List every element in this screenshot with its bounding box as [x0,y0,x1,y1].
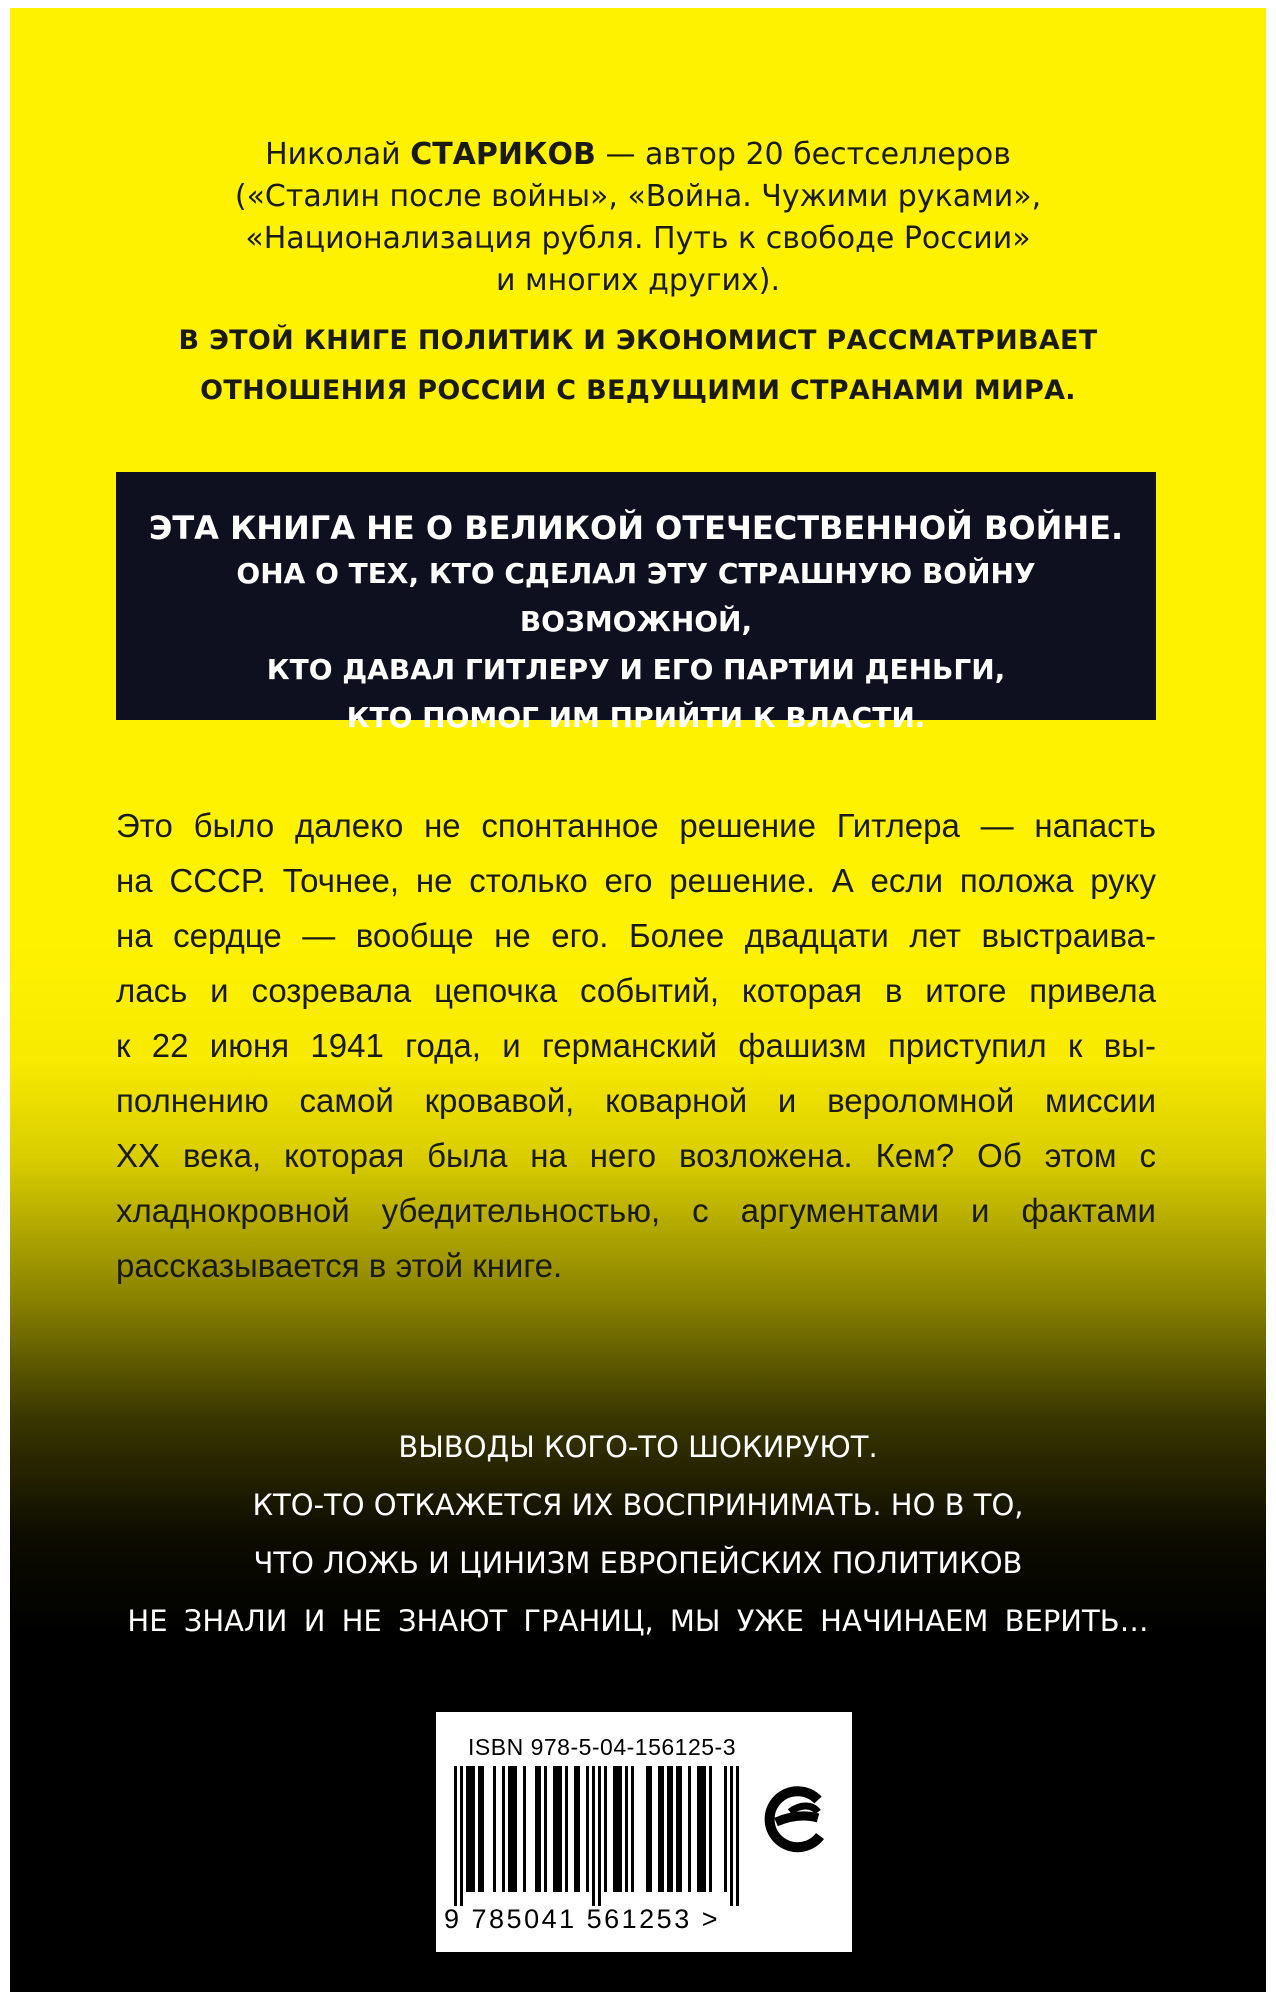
barcode-bar [586,1766,589,1892]
barcode-bar [724,1766,727,1892]
barcode-bar [577,1766,580,1892]
book-summary-line-2: ОТНОШЕНИЯ РОССИИ С ВЕДУЩИМИ СТРАНАМИ МИРА. [200,375,1076,406]
barcode-bar [670,1766,673,1892]
barcode-bar [544,1766,547,1892]
author-first-name: Николай [265,137,401,172]
barcode-bar [649,1766,652,1892]
barcode-bar [709,1766,712,1892]
barcode-bar [574,1766,577,1892]
barcode-bar [646,1766,649,1892]
description-line: на сердце — вообще не его. Более двадцати лет выстраива- [116,917,1156,954]
barcode-bar [631,1766,634,1892]
highlight-line-2: КТО ДАВАЛ ГИТЛЕРУ И ЕГО ПАРТИИ ДЕНЬГИ, [266,653,1006,686]
barcode-bar [481,1766,484,1892]
description-paragraph [116,798,1156,1293]
author-intro-line-3: «Национализация рубля. Путь к свободе России» [245,221,1031,256]
description-line: XX века, которая была на него возложена. Кем? Об этом с [116,1137,1156,1174]
book-summary [10,316,1266,416]
barcode-bar [658,1766,661,1892]
barcode-bar [625,1766,628,1892]
barcode-bar [679,1766,682,1892]
author-intro-line-4: и многих других). [496,263,780,298]
barcode-bar [730,1766,733,1906]
barcode-bar [703,1766,706,1892]
barcode-bar [592,1766,595,1906]
barcode-bar [466,1766,469,1892]
barcode-bar [676,1766,679,1892]
description-line: хладнокровной убедительностью, с аргументами и фактами [116,1192,1156,1229]
barcode-bar [535,1766,538,1892]
highlight-box [116,472,1156,734]
barcode-bars [454,1766,744,1906]
eksmo-logo-icon [756,1778,836,1862]
barcode-bar [700,1766,703,1892]
barcode-bar [619,1766,622,1892]
highlight-heading: ЭТА КНИГА НЕ О ВЕЛИКОЙ ОТЕЧЕСТВЕННОЙ ВОЙНЕ. [148,509,1124,547]
barcode-bar [565,1766,568,1892]
author-intro-line-2: («Сталин после войны», «Война. Чужими руками», [234,179,1042,214]
book-summary-line-1: В ЭТОЙ КНИГЕ ПОЛИТИК И ЭКОНОМИСТ РАССМАТРИВАЕТ [178,325,1098,356]
barcode-bar [559,1766,562,1892]
barcode-bar [493,1766,496,1892]
barcode-bar [736,1766,739,1906]
conclusion-line-3: ЧТО ЛОЖЬ И ЦИНИЗМ ЕВРОПЕЙСКИХ ПОЛИТИКОВ [253,1546,1023,1580]
description-line: к 22 июня 1941 года, и германский фашизм приступил к вы- [116,1027,1156,1064]
book-back-cover [10,8,1266,1992]
barcode-bar [508,1766,511,1892]
barcode-bar [661,1766,664,1892]
barcode-bar [688,1766,691,1892]
barcode-bar [514,1766,517,1892]
barcode-bar [538,1766,541,1892]
barcode-bar [472,1766,475,1892]
barcode-bar [511,1766,514,1892]
barcode-bar [478,1766,481,1892]
barcode-bar [667,1766,670,1892]
barcode-bar [469,1766,472,1892]
barcode-bar [553,1766,556,1892]
conclusion-line-1: ВЫВОДЫ КОГО-ТО ШОКИРУЮТ. [398,1430,878,1464]
description-line: полнению самой кровавой, коварной и вероломной миссии [116,1082,1156,1119]
highlight-line-3: КТО ПОМОГ ИМ ПРИЙТИ К ВЛАСТИ. [346,701,926,734]
description-line: рассказывается в этой книге. [116,1247,563,1284]
barcode-panel [436,1712,852,1952]
author-intro-line-1 [10,134,1266,176]
author-intro [10,134,1266,302]
description-line: лась и созревала цепочка событий, которая в итоге привела [116,972,1156,1009]
conclusion-line-2: КТО-ТО ОТКАЖЕТСЯ ИХ ВОСПРИНИМАТЬ. НО В ТО, [252,1488,1024,1522]
barcode-bar [502,1766,505,1892]
conclusion-text [10,1418,1266,1650]
ean-digits: 9 785041 561253 > [444,1904,720,1934]
barcode-bar [523,1766,526,1892]
author-last-name: СТАРИКОВ [410,137,596,172]
barcode-bar [616,1766,619,1892]
barcode-bar [556,1766,559,1892]
barcode-bar [613,1766,616,1892]
highlight-line-1: ОНА О ТЕХ, КТО СДЕЛАЛ ЭТУ СТРАШНУЮ ВОЙНУ ВОЗМОЖНОЙ, [236,557,1036,638]
barcode-bar [697,1766,700,1892]
barcode-bar [454,1766,457,1906]
author-bestsellers-text: — автор 20 бестселлеров [605,137,1011,172]
barcode-bar [460,1766,463,1906]
conclusion-line-4: НЕ ЗНАЛИ И НЕ ЗНАЮТ ГРАНИЦ, МЫ УЖЕ НАЧИНАЕМ ВЕРИТЬ… [127,1604,1149,1638]
barcode-bar [604,1766,607,1892]
description-line: Это было далеко не спонтанное решение Гитлера — напасть [116,807,1156,844]
barcode-bar [598,1766,601,1906]
description-line: на СССР. Точнее, не столько его решение. А если положа руку [116,862,1156,899]
isbn-label: ISBN 978-5-04-156125-3 [468,1734,736,1760]
